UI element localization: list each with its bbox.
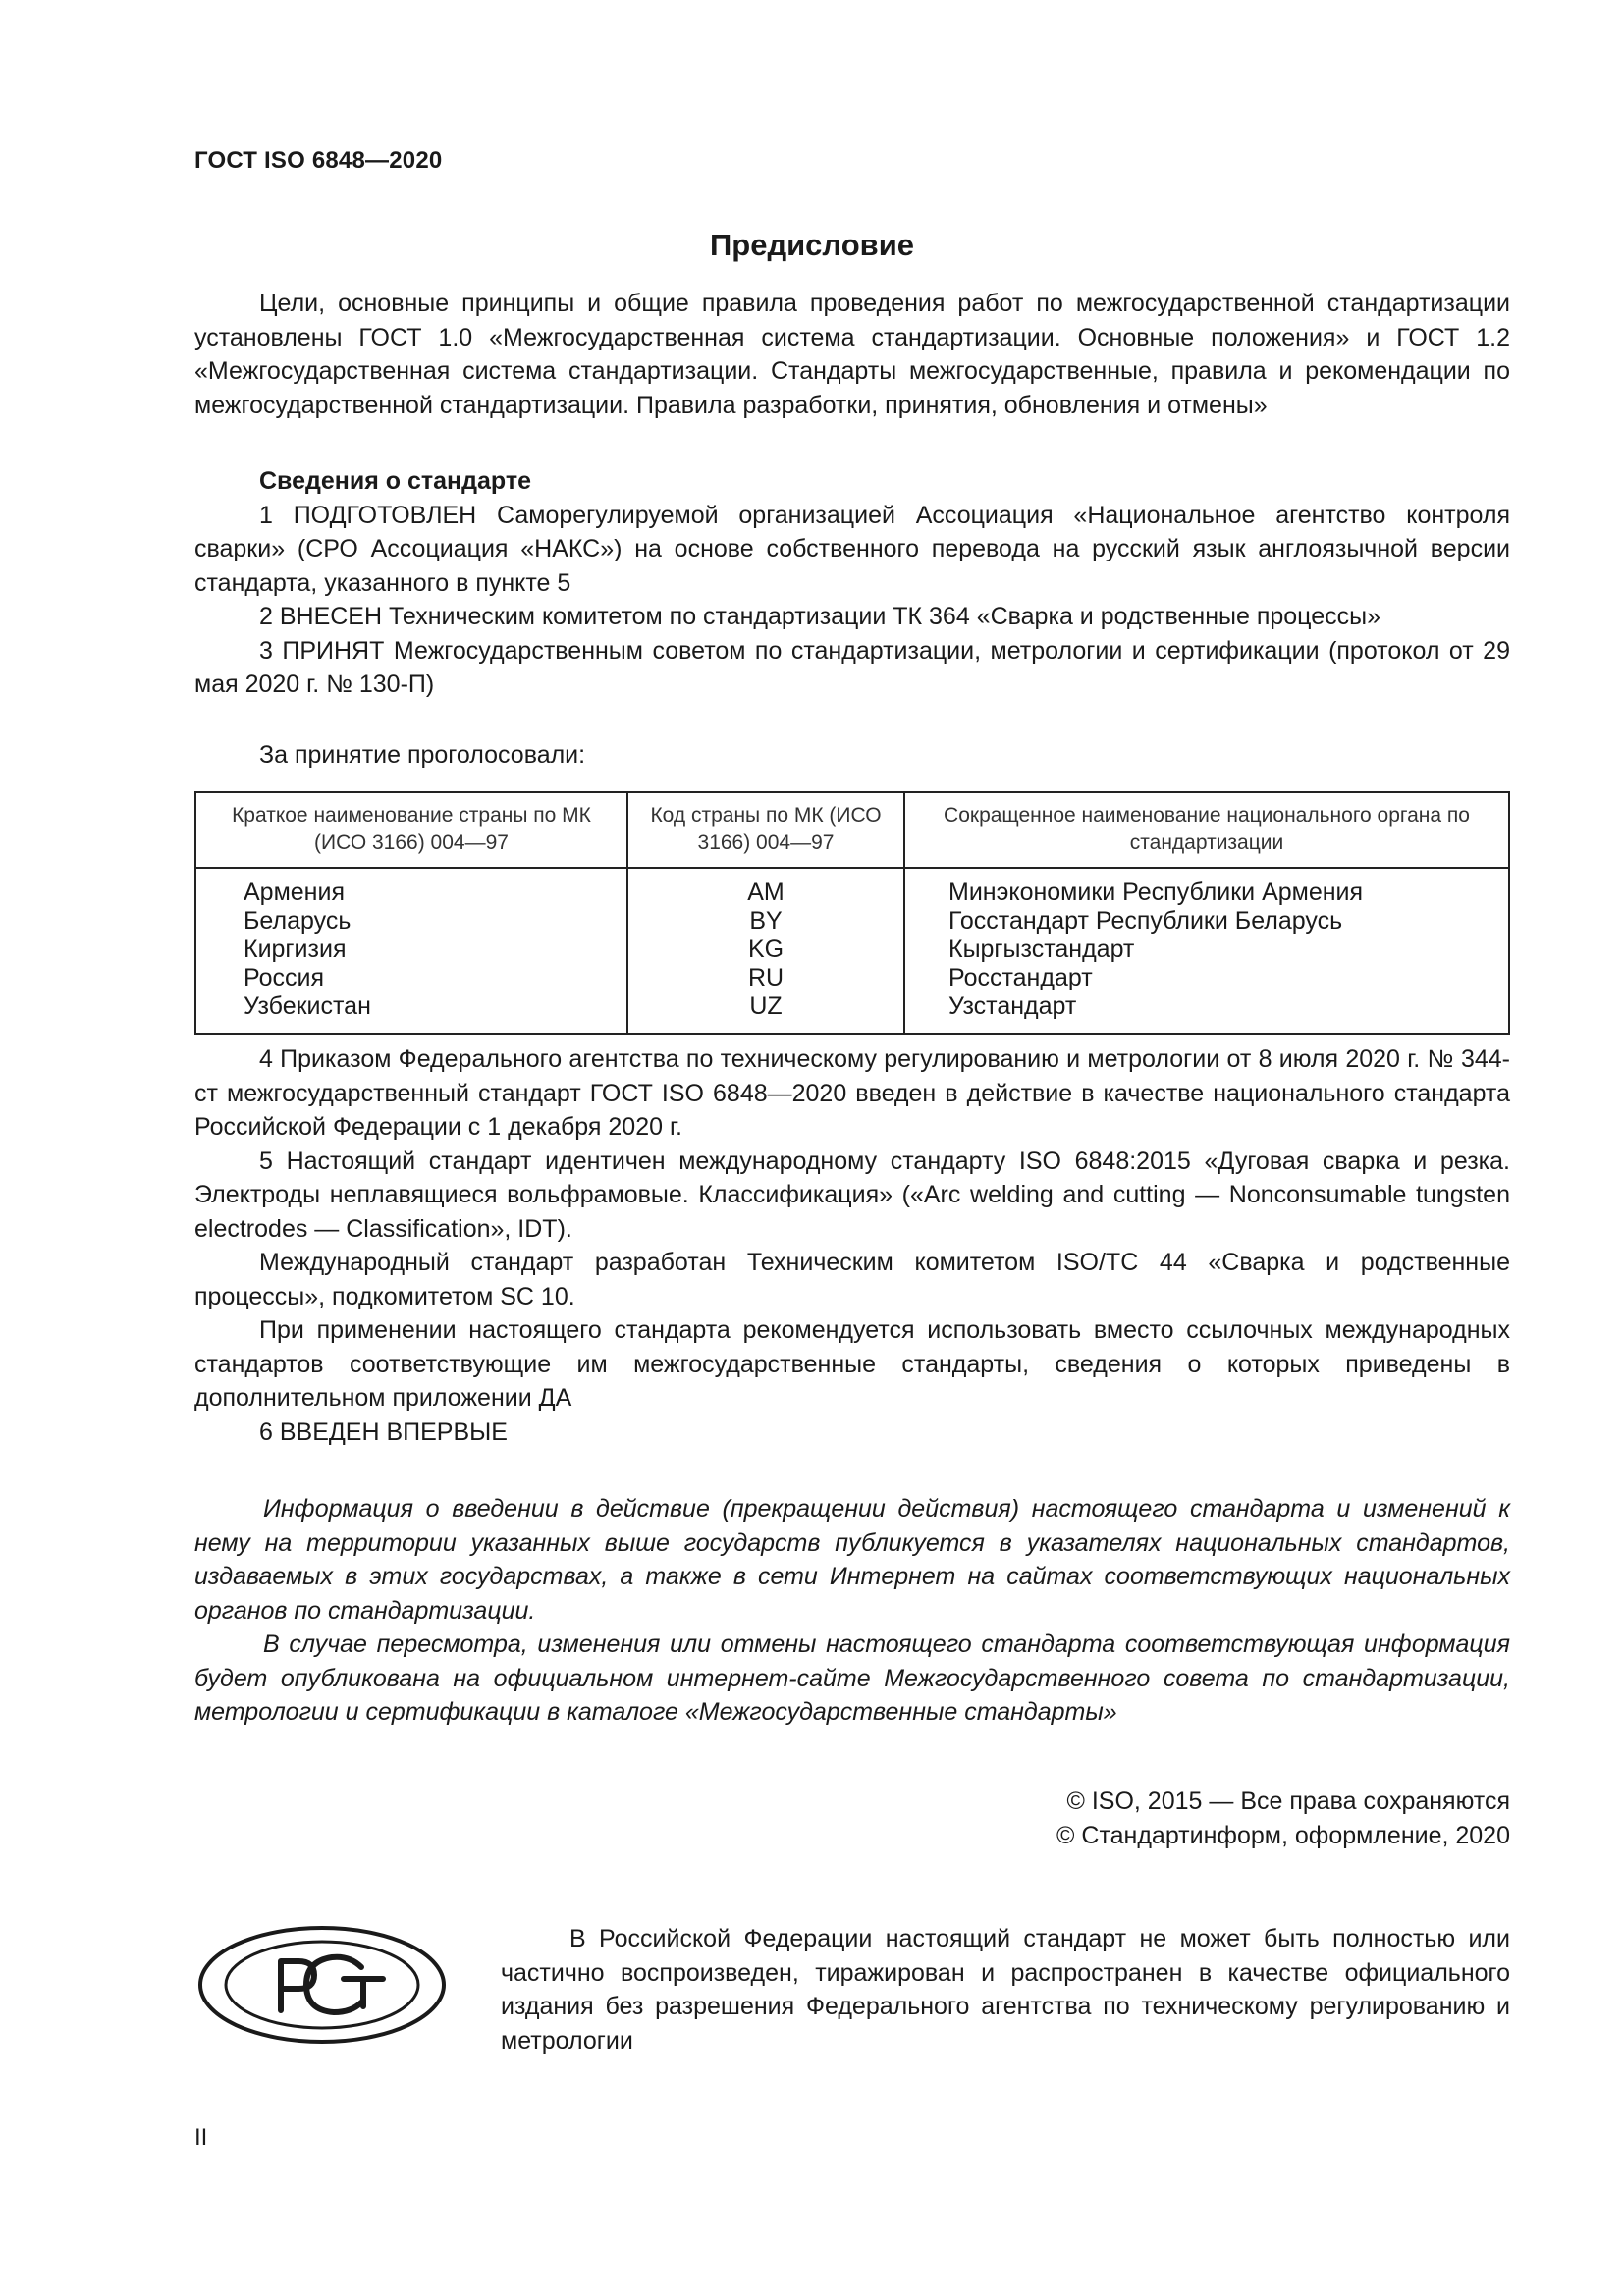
country-cell: Армения <box>244 879 345 906</box>
item-5-international: Международный стандарт разработан Техническим комитетом ISO/TC 44 «Сварка и родственные процессы», подкомитетом SC 10. <box>194 1249 1510 1310</box>
org-cell: Узстандарт <box>948 992 1077 1020</box>
votes-table <box>194 791 1510 1035</box>
code-cell: AM <box>747 879 785 906</box>
item-6: 6 ВВЕДЕН ВПЕРВЫЕ <box>259 1417 508 1446</box>
code-cell: UZ <box>749 992 783 1020</box>
page-title: Предисловие <box>709 228 914 262</box>
item-1: 1 ПОДГОТОВЛЕН Саморегулируемой организацией Ассоциация «Национальное агентство контроля сварки» (СРО Ассоциация «НАКС») на основе собственного перевода на русский язык англоязычной версии стандарта, указанного в пункте 5 <box>194 501 1510 597</box>
item-5: 5 Настоящий стандарт идентичен международному стандарту ISO 6848:2015 «Дуговая сварка и резка. Электроды неплавящиеся вольфрамовые. Классификация» («Arc welding and cutting — Nonconsumable tungsten electrodes — Classification», IDT). <box>194 1147 1510 1243</box>
intro-block <box>194 287 1510 422</box>
org-cell: Кыргызстандарт <box>948 935 1135 963</box>
rights-block <box>501 1922 1510 2057</box>
country-column <box>195 868 627 1034</box>
code-cell: KG <box>747 935 785 963</box>
page-number: II <box>194 2124 208 2151</box>
notice-paragraph-1: Информация о введении в действие (прекращении действия) настоящего стандарта и изменений к нему на территории указанных выше государств публикуется в указателях национальных стандартов, издаваемых в этих государствах, а также в сети Интернет на сайтах соответствующих национальных органов по стандартизации. <box>194 1495 1510 1625</box>
country-cell: Киргизия <box>244 935 347 963</box>
standard-info-block <box>194 464 1510 702</box>
copyright-standartinform: © Стандартинформ, оформление, 2020 <box>1056 1821 1510 1849</box>
standard-code: ГОСТ ISO 6848—2020 <box>194 147 443 174</box>
voted-label: За принятие проголосовали: <box>259 741 586 769</box>
item-4: 4 Приказом Федерального агентства по техническому регулированию и метрологии от 8 июля 2020 г. № 344-ст межгосударственный стандарт ГОСТ ISO 6848—2020 введен в действие в качестве национального стандарта Российской Федерации с 1 декабря 2020 г. <box>194 1045 1510 1141</box>
code-cell: RU <box>747 964 785 991</box>
notice-paragraph-2: В случае пересмотра, изменения или отмены настоящего стандарта соответствующая информация будет опубликована на официальном интернет-сайте Межгосударственного совета по стандартизации, метрологии и сертификации в каталоге «Межгосударственные стандарты» <box>194 1630 1510 1726</box>
voted-block <box>194 738 1510 773</box>
intro-paragraph: Цели, основные принципы и общие правила проведения работ по межгосударственной стандартизации установлены ГОСТ 1.0 «Межгосударственная система стандартизации. Основные положения» и ГОСТ 1.2 «Межгосударственная система стандартизации. Стандарты межгосударственные, правила и рекомендации по межгосударственной стандартизации. Правила разработки, принятия, обновления и отмены» <box>194 290 1510 419</box>
implementation-block <box>194 1042 1510 1449</box>
org-cell: Росстандарт <box>948 964 1093 991</box>
column-header-code: Код страны по МК (ИСО 3166) 004—97 <box>627 792 904 868</box>
item-5-references: При применении настоящего стандарта рекомендуется использовать вместо ссылочных международных стандартов соответствующие им межгосударственные стандарты, сведения о которых приведены в дополнительном приложении ДА <box>194 1316 1510 1412</box>
org-column <box>904 868 1509 1034</box>
item-3: 3 ПРИНЯТ Межгосударственным советом по стандартизации, метрологии и сертификации (протокол от 29 мая 2020 г. № 130-П) <box>194 636 1510 698</box>
copyright-iso: © ISO, 2015 — Все права сохраняются <box>1066 1788 1510 1815</box>
rights-paragraph: В Российской Федерации настоящий стандарт не может быть полностью или частично воспроизведен, тиражирован и распространен в качестве официального издания без разрешения Федерального агентства по техническому регулированию и метрологии <box>501 1925 1510 2055</box>
notice-block <box>194 1492 1510 1730</box>
code-column <box>627 868 904 1034</box>
info-heading: Сведения о стандарте <box>259 467 532 495</box>
column-header-country: Краткое наименование страны по МК (ИСО 3166) 004—97 <box>195 792 627 868</box>
column-header-org: Сокращенное наименование национального органа по стандартизации <box>904 792 1509 868</box>
code-cell: BY <box>749 907 783 934</box>
org-cell: Минэкономики Республики Армения <box>948 879 1364 906</box>
country-cell: Узбекистан <box>244 992 371 1020</box>
table-body-row <box>195 868 1509 1034</box>
country-cell: Россия <box>244 964 324 991</box>
rst-mark-icon <box>196 1924 448 2046</box>
item-2: 2 ВНЕСЕН Техническим комитетом по стандартизации ТК 364 «Сварка и родственные процессы» <box>259 603 1380 630</box>
copyright-block <box>1056 1785 1510 1852</box>
country-cell: Беларусь <box>244 907 352 934</box>
org-cell: Госстандарт Республики Беларусь <box>948 907 1343 934</box>
table-header-row <box>195 792 1509 868</box>
